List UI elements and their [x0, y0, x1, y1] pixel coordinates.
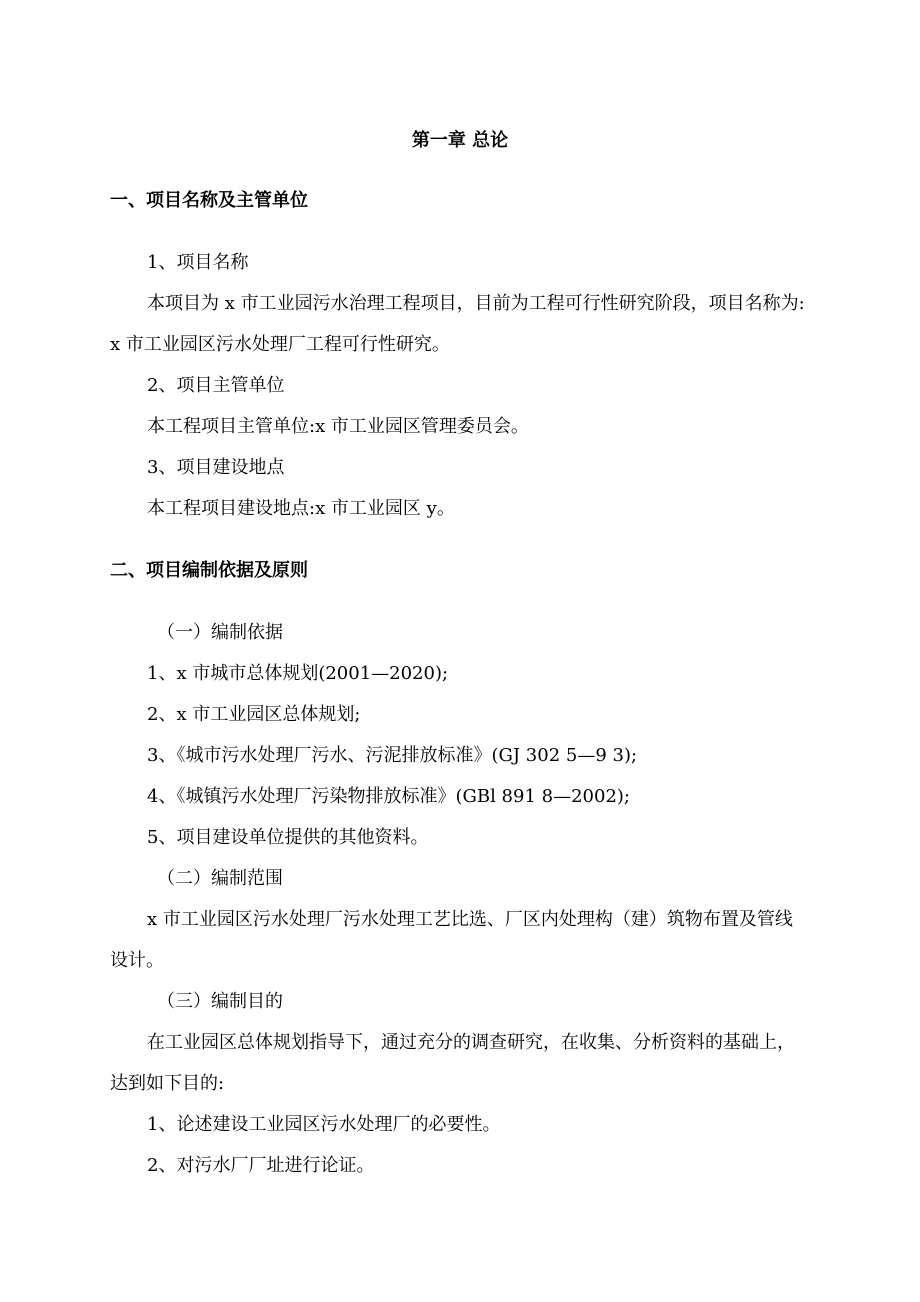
section-heading-1: 一、项目名称及主管单位	[110, 190, 308, 211]
paragraph-authority: 本工程项目主管单位:x 市工业园区管理委员会。	[147, 416, 529, 437]
subheading-authority: 2、项目主管单位	[147, 375, 285, 396]
basis-item-4: 4、《城镇污水处理厂污染物排放标准》(GBl 891 8—2002);	[147, 786, 630, 807]
paragraph-scope-line1: x 市工业园区污水处理厂污水处理工艺比选、厂区内处理构（建）筑物布置及管线	[147, 909, 793, 930]
paragraph-project-name-line1: 本项目为 x 市工业园污水治理工程项目，目前为工程可行性研究阶段，项目名称为:	[147, 293, 805, 314]
basis-item-5: 5、项目建设单位提供的其他资料。	[147, 827, 429, 848]
paragraph-purpose-line2: 达到如下目的:	[110, 1073, 225, 1094]
chapter-title: 第一章 总论	[411, 130, 509, 151]
paragraph-location: 本工程项目建设地点:x 市工业园区 y。	[147, 498, 455, 519]
basis-item-3: 3、《城市污水处理厂污水、污泥排放标准》(GJ 302 5—9 3);	[147, 745, 638, 766]
subsection-heading-basis: （一）编制依据	[157, 622, 283, 643]
purpose-item-1: 1、论述建设工业园区污水处理厂的必要性。	[147, 1114, 501, 1135]
section-heading-2: 二、项目编制依据及原则	[110, 560, 308, 581]
basis-item-1: 1、x 市城市总体规划(2001—2020);	[147, 663, 449, 684]
paragraph-purpose-line1: 在工业园区总体规划指导下，通过充分的调查研究，在收集、分析资料的基础上，	[147, 1032, 795, 1053]
paragraph-project-name-line2: x 市工业园区污水处理厂工程可行性研究。	[110, 334, 450, 355]
purpose-item-2: 2、对污水厂厂址进行论证。	[147, 1155, 375, 1176]
basis-item-2: 2、x 市工业园区总体规划;	[147, 704, 361, 725]
subheading-location: 3、项目建设地点	[147, 457, 285, 478]
subsection-heading-scope: （二）编制范围	[157, 868, 283, 889]
paragraph-scope-line2: 设计。	[110, 950, 164, 971]
subheading-project-name: 1、项目名称	[147, 252, 249, 273]
subsection-heading-purpose: （三）编制目的	[157, 991, 283, 1012]
